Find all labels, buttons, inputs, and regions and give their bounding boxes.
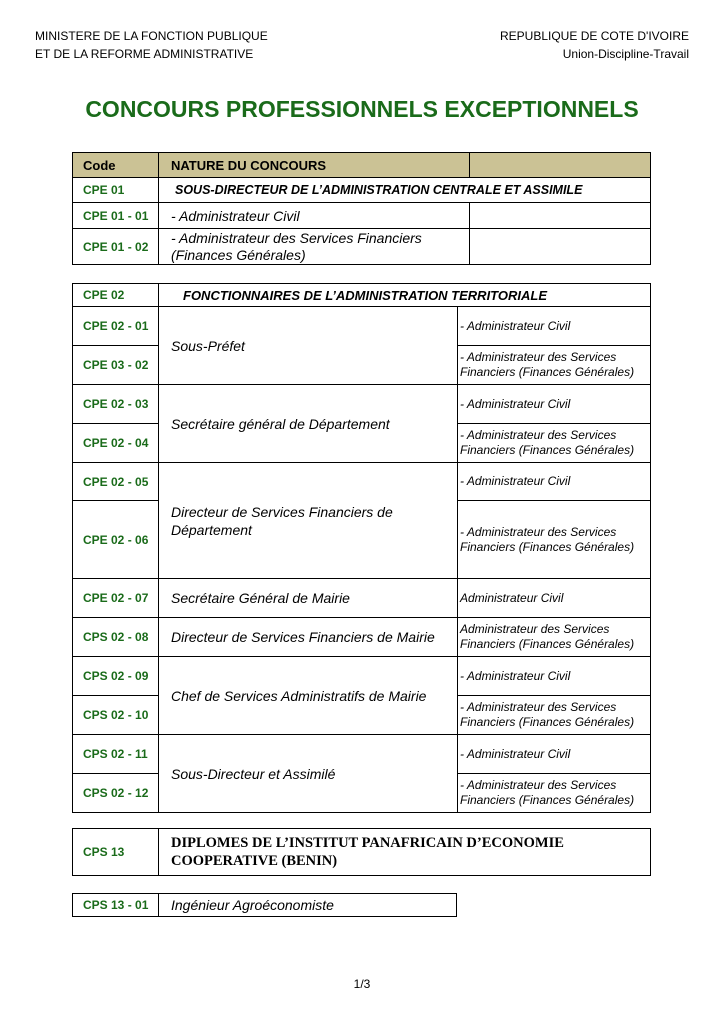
table-row (73, 385, 651, 424)
row-code: CPE 03 - 02 (73, 346, 159, 385)
section-title: DIPLOMES DE L’INSTITUT PANAFRICAIN D’ECONOMIE COOPERATIVE (BENIN) (159, 829, 651, 876)
section-title: FONCTIONNAIRES DE L’ADMINISTRATION TERRITORIALE (159, 284, 651, 307)
row-code: CPE 02 - 03 (73, 385, 159, 424)
row-diploma: - Administrateur Civil (458, 463, 651, 501)
row-diploma: - Administrateur Civil (458, 307, 651, 346)
row-diploma: Administrateur Civil (458, 579, 651, 618)
section-code: CPS 13 (73, 829, 159, 876)
group-nature: Directeur de Services Financiers de Mairie (159, 618, 458, 657)
group-nature: Secrétaire Général de Mairie (159, 579, 458, 618)
table-row (73, 203, 651, 229)
republic-line-1: REPUBLIQUE DE COTE D'IVOIRE (500, 29, 689, 43)
ministry-line-2: ET DE LA REFORME ADMINISTRATIVE (35, 47, 254, 61)
table-row (73, 579, 651, 618)
group-nature: Sous-Directeur et Assimilé (159, 735, 458, 813)
row-code: CPS 02 - 08 (73, 618, 159, 657)
table-row (73, 307, 651, 346)
row-code: CPE 01 - 01 (73, 203, 159, 229)
table-cps13-01 (72, 893, 457, 917)
row-code: CPS 02 - 10 (73, 696, 159, 735)
header-empty (470, 153, 651, 178)
section-code: CPE 02 (73, 284, 159, 307)
row-code: CPE 01 - 02 (73, 229, 159, 265)
ministry-line-1: MINISTERE DE LA FONCTION PUBLIQUE (35, 29, 268, 43)
row-code: CPS 02 - 11 (73, 735, 159, 774)
page-title: CONCOURS PROFESSIONNELS EXCEPTIONNELS (85, 96, 639, 122)
row-code: CPE 02 - 07 (73, 579, 159, 618)
table-cpe01 (72, 152, 651, 265)
table-row (73, 894, 457, 917)
table-row (73, 657, 651, 696)
row-code: CPE 02 - 05 (73, 463, 159, 501)
row-empty (470, 229, 651, 265)
table-header-row (73, 153, 651, 178)
page-number: 1/3 (353, 977, 371, 991)
row-diploma: - Administrateur des Services Financiers (Finances Générales) (458, 501, 651, 579)
table-row (73, 618, 651, 657)
group-nature: Secrétaire général de Département (159, 385, 458, 463)
row-code: CPE 02 - 06 (73, 501, 159, 579)
row-diploma: - Administrateur Civil (458, 385, 651, 424)
row-diploma: - Administrateur des Services Financiers (Finances Générales) (458, 424, 651, 463)
table-row (73, 463, 651, 501)
row-code: CPE 02 - 01 (73, 307, 159, 346)
republic-motto: Union-Discipline-Travail (562, 47, 689, 61)
ministry-header (35, 27, 268, 63)
republic-header (500, 27, 689, 63)
row-diploma: - Administrateur Civil (458, 735, 651, 774)
section-row (73, 178, 651, 203)
section-code: CPE 01 (73, 178, 159, 203)
row-code: CPS 02 - 09 (73, 657, 159, 696)
row-nature: - Administrateur des Services Financiers (Finances Générales) (159, 229, 470, 265)
section-row (73, 829, 651, 876)
row-nature: Ingénieur Agroéconomiste (159, 894, 457, 917)
row-empty (470, 203, 651, 229)
section-row (73, 284, 651, 307)
row-diploma: Administrateur des Services Financiers (Finances Générales) (458, 618, 651, 657)
header-code: Code (73, 153, 159, 178)
row-code: CPS 02 - 12 (73, 774, 159, 813)
row-diploma: - Administrateur des Services Financiers (Finances Générales) (458, 346, 651, 385)
row-diploma: - Administrateur Civil (458, 657, 651, 696)
table-cpe02 (72, 283, 651, 813)
row-diploma: - Administrateur des Services Financiers (Finances Générales) (458, 696, 651, 735)
group-nature: Chef de Services Administratifs de Mairie (159, 657, 458, 735)
section-title: SOUS-DIRECTEUR DE L’ADMINISTRATION CENTRALE ET ASSIMILE (159, 178, 651, 203)
row-code: CPE 02 - 04 (73, 424, 159, 463)
table-row (73, 735, 651, 774)
table-cps13 (72, 828, 651, 876)
group-nature: Directeur de Services Financiers de Département (159, 463, 458, 579)
header-nature: NATURE DU CONCOURS (159, 153, 470, 178)
group-nature: Sous-Préfet (159, 307, 458, 385)
row-nature: - Administrateur Civil (159, 203, 470, 229)
row-code: CPS 13 - 01 (73, 894, 159, 917)
table-row (73, 229, 651, 265)
row-diploma: - Administrateur des Services Financiers (Finances Générales) (458, 774, 651, 813)
